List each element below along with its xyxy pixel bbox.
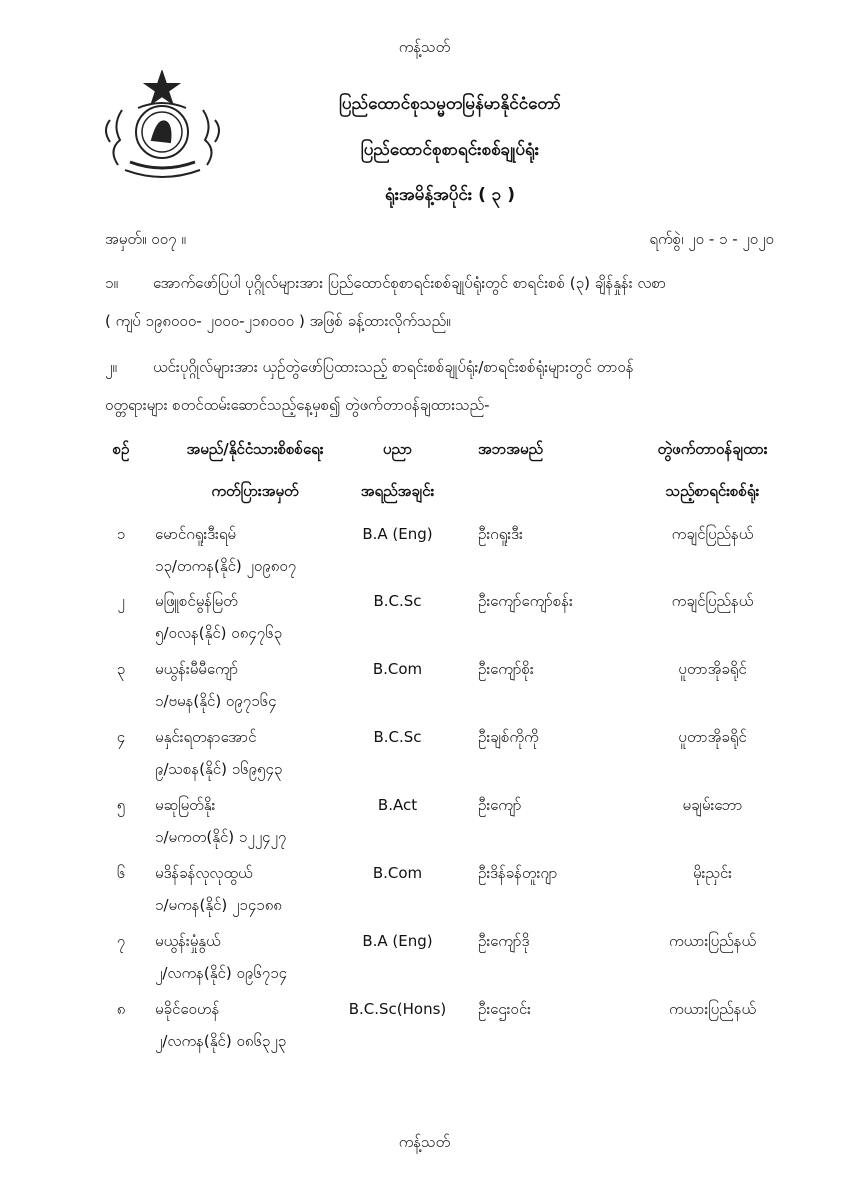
- row-assigned-office: ကယားပြည်နယ်: [668, 1000, 757, 1018]
- paragraph-2: [105, 352, 785, 420]
- row-assigned-office: ပူတာအိုခရိုင်: [678, 660, 747, 678]
- row-number: ၇: [116, 932, 126, 950]
- paragraph-1-line2: ( ကျပ် ၁၉၈၀၀၀- ၂၀၀၀-၂၁၈၀၀၀ ) အဖြစ် ခန့်ထားလိုက်သည်။: [105, 312, 451, 330]
- order-number: အမှတ်။ ၀၀၇ ။: [105, 230, 186, 248]
- row-number: ၁: [116, 525, 126, 543]
- row-nrc: ၁/ဗမန(နိုင်) ၀၉၇၁၆၄: [155, 692, 277, 710]
- row-father-name: ဦးကျော်: [478, 796, 522, 814]
- paragraph-1-line1: အောက်ဖော်ပြပါ ပုဂ္ဂိုလ်များအား ပြည်ထောင်စုစာရင်းစစ်ချုပ်ရုံးတွင် စာရင်းစစ် (၃) ချိန်နှုန်း လစာ: [153, 274, 667, 292]
- table-row: [0, 728, 849, 788]
- row-name: မနှင်းရတနာအောင်: [155, 728, 257, 746]
- row-father-name: ဦးကျော်ကျော်စန်း: [478, 592, 573, 610]
- row-nrc: ၁/မကန(နိုင်) ၂၁၄၁၈၈: [155, 896, 282, 914]
- row-number: ၆: [116, 864, 126, 882]
- table-header-no: စဉ်: [112, 440, 130, 458]
- table-row: [0, 864, 849, 924]
- row-name: မဒိန်ခန်လုလုထွယ်: [155, 864, 253, 882]
- table-header-name-line1: အမည်/နိုင်ငံသားစိစစ်ရေး: [186, 440, 324, 458]
- row-education: B.Com: [372, 660, 423, 678]
- header-country: ပြည်ထောင်စုသမ္မတမြန်မာနိုင်ငံတော်: [339, 94, 561, 114]
- row-assigned-office: ပူတာအိုခရိုင်: [678, 728, 747, 746]
- row-number: ၄: [116, 728, 126, 746]
- row-assigned-office: ကယားပြည်နယ်: [668, 932, 757, 950]
- row-name: မခိုင်ဝေဟန်: [155, 1000, 220, 1018]
- table-row: [0, 1000, 849, 1060]
- row-father-name: ဦးဂရူးဒီး: [478, 525, 523, 543]
- header-office: ပြည်ထောင်စုစာရင်းစစ်ချုပ်ရုံး: [360, 140, 540, 160]
- row-education: B.A (Eng): [362, 932, 433, 950]
- row-education: B.A (Eng): [362, 525, 433, 543]
- row-education: B.C.Sc: [373, 728, 422, 746]
- row-education: B.Act: [377, 796, 418, 814]
- classification-bottom: ကန့်သတ်: [398, 1133, 451, 1151]
- table-header-father: အဘအမည်: [478, 440, 544, 458]
- paragraph-2-number: ၂။: [105, 358, 117, 376]
- row-assigned-office: ကချင်ပြည်နယ်: [671, 525, 754, 543]
- row-father-name: ဦးဌေးဝင်း: [478, 1000, 531, 1018]
- row-education: B.C.Sc: [373, 592, 422, 610]
- row-nrc: ၁၃/တကန(နိုင်) ၂၀၉၈၀၇: [155, 557, 297, 575]
- row-name: မဖြူစင်မွန်မြတ်: [155, 592, 238, 610]
- row-father-name: ဦးကျော်စိုး: [478, 660, 534, 678]
- table-header-office-line2: သည့်စာရင်းစစ်ရုံး: [665, 482, 760, 500]
- state-emblem-seal: [100, 70, 225, 190]
- row-number: ၈: [116, 1000, 126, 1018]
- order-date: ရက်စွဲ၊ ၂၀ - ၁ - ၂၀၂၀: [649, 230, 774, 248]
- row-nrc: ၅/ဝလန(နိုင်) ၀၈၄၇၆၃: [155, 624, 283, 642]
- table-header-name-line2: ကတ်ပြားအမှတ်: [211, 482, 299, 500]
- row-nrc: ၂/လကန(နိုင်) ၀၈၆၃၂၃: [155, 1032, 287, 1050]
- table-header-edu-line2: အရည်အချင်း: [360, 482, 435, 500]
- row-father-name: ဦးဒိန်ခန်တူးဂျာ: [478, 864, 558, 882]
- row-assigned-office: မချမ်းဘော: [682, 796, 743, 814]
- row-number: ၂: [117, 592, 125, 610]
- table-row: [0, 660, 849, 720]
- row-name: မဆုမြတ်နိုး: [155, 796, 216, 814]
- row-father-name: ဦးချစ်ကိုကို: [478, 728, 539, 746]
- row-assigned-office: ကချင်ပြည်နယ်: [671, 592, 754, 610]
- row-name: မယွန်းမှုံနွယ်: [155, 932, 221, 950]
- row-number: ၃: [116, 660, 126, 678]
- row-education: B.C.Sc(Hons): [348, 1000, 447, 1018]
- table-header-office-line1: တွဲဖက်တာဝန်ချထား: [657, 440, 768, 458]
- row-name: မယွန်းမီမီကျော်: [155, 660, 239, 678]
- row-assigned-office: မိုးညှင်း: [692, 864, 732, 882]
- table-row: [0, 932, 849, 992]
- table-row: [0, 592, 849, 652]
- paragraph-1-number: ၁။: [105, 274, 118, 292]
- table-header-edu-line1: ပညာ: [382, 440, 413, 458]
- classification-top: ကန့်သတ်: [398, 38, 451, 56]
- paragraph-1: [105, 268, 785, 336]
- table-row: [0, 796, 849, 856]
- row-father-name: ဦးကျော်ဒို: [478, 932, 530, 950]
- paragraph-2-line2: ဝတ္တရားများ စတင်ထမ်းဆောင်သည့်နေ့မှစ၍ တွဲဖက်တာဝန်ချထားသည်-: [105, 396, 490, 414]
- row-nrc: ၂/လကန(နိုင်) ၀၉၆၇၁၄: [155, 964, 288, 982]
- row-number: ၅: [116, 796, 126, 814]
- paragraph-2-line1: ယင်းပုဂ္ဂိုလ်များအား ယှဉ်တွဲဖော်ပြထားသည့် စာရင်းစစ်ချုပ်ရုံး/စာရင်းစစ်ရုံးများတွင် တာဝန်: [153, 358, 634, 376]
- header-order-part: ရုံးအမိန့်အပိုင်း ( ၃ ): [384, 185, 516, 205]
- row-education: B.Com: [372, 864, 423, 882]
- row-nrc: ၁/မကတ(နိုင်) ၁၂၂၄၂၇: [155, 828, 287, 846]
- table-row: [0, 525, 849, 585]
- row-nrc: ၉/သစန(နိုင်) ၁၆၉၅၄၃: [155, 760, 283, 778]
- row-name: မောင်ဂရူးဒီးရမ်: [155, 525, 237, 543]
